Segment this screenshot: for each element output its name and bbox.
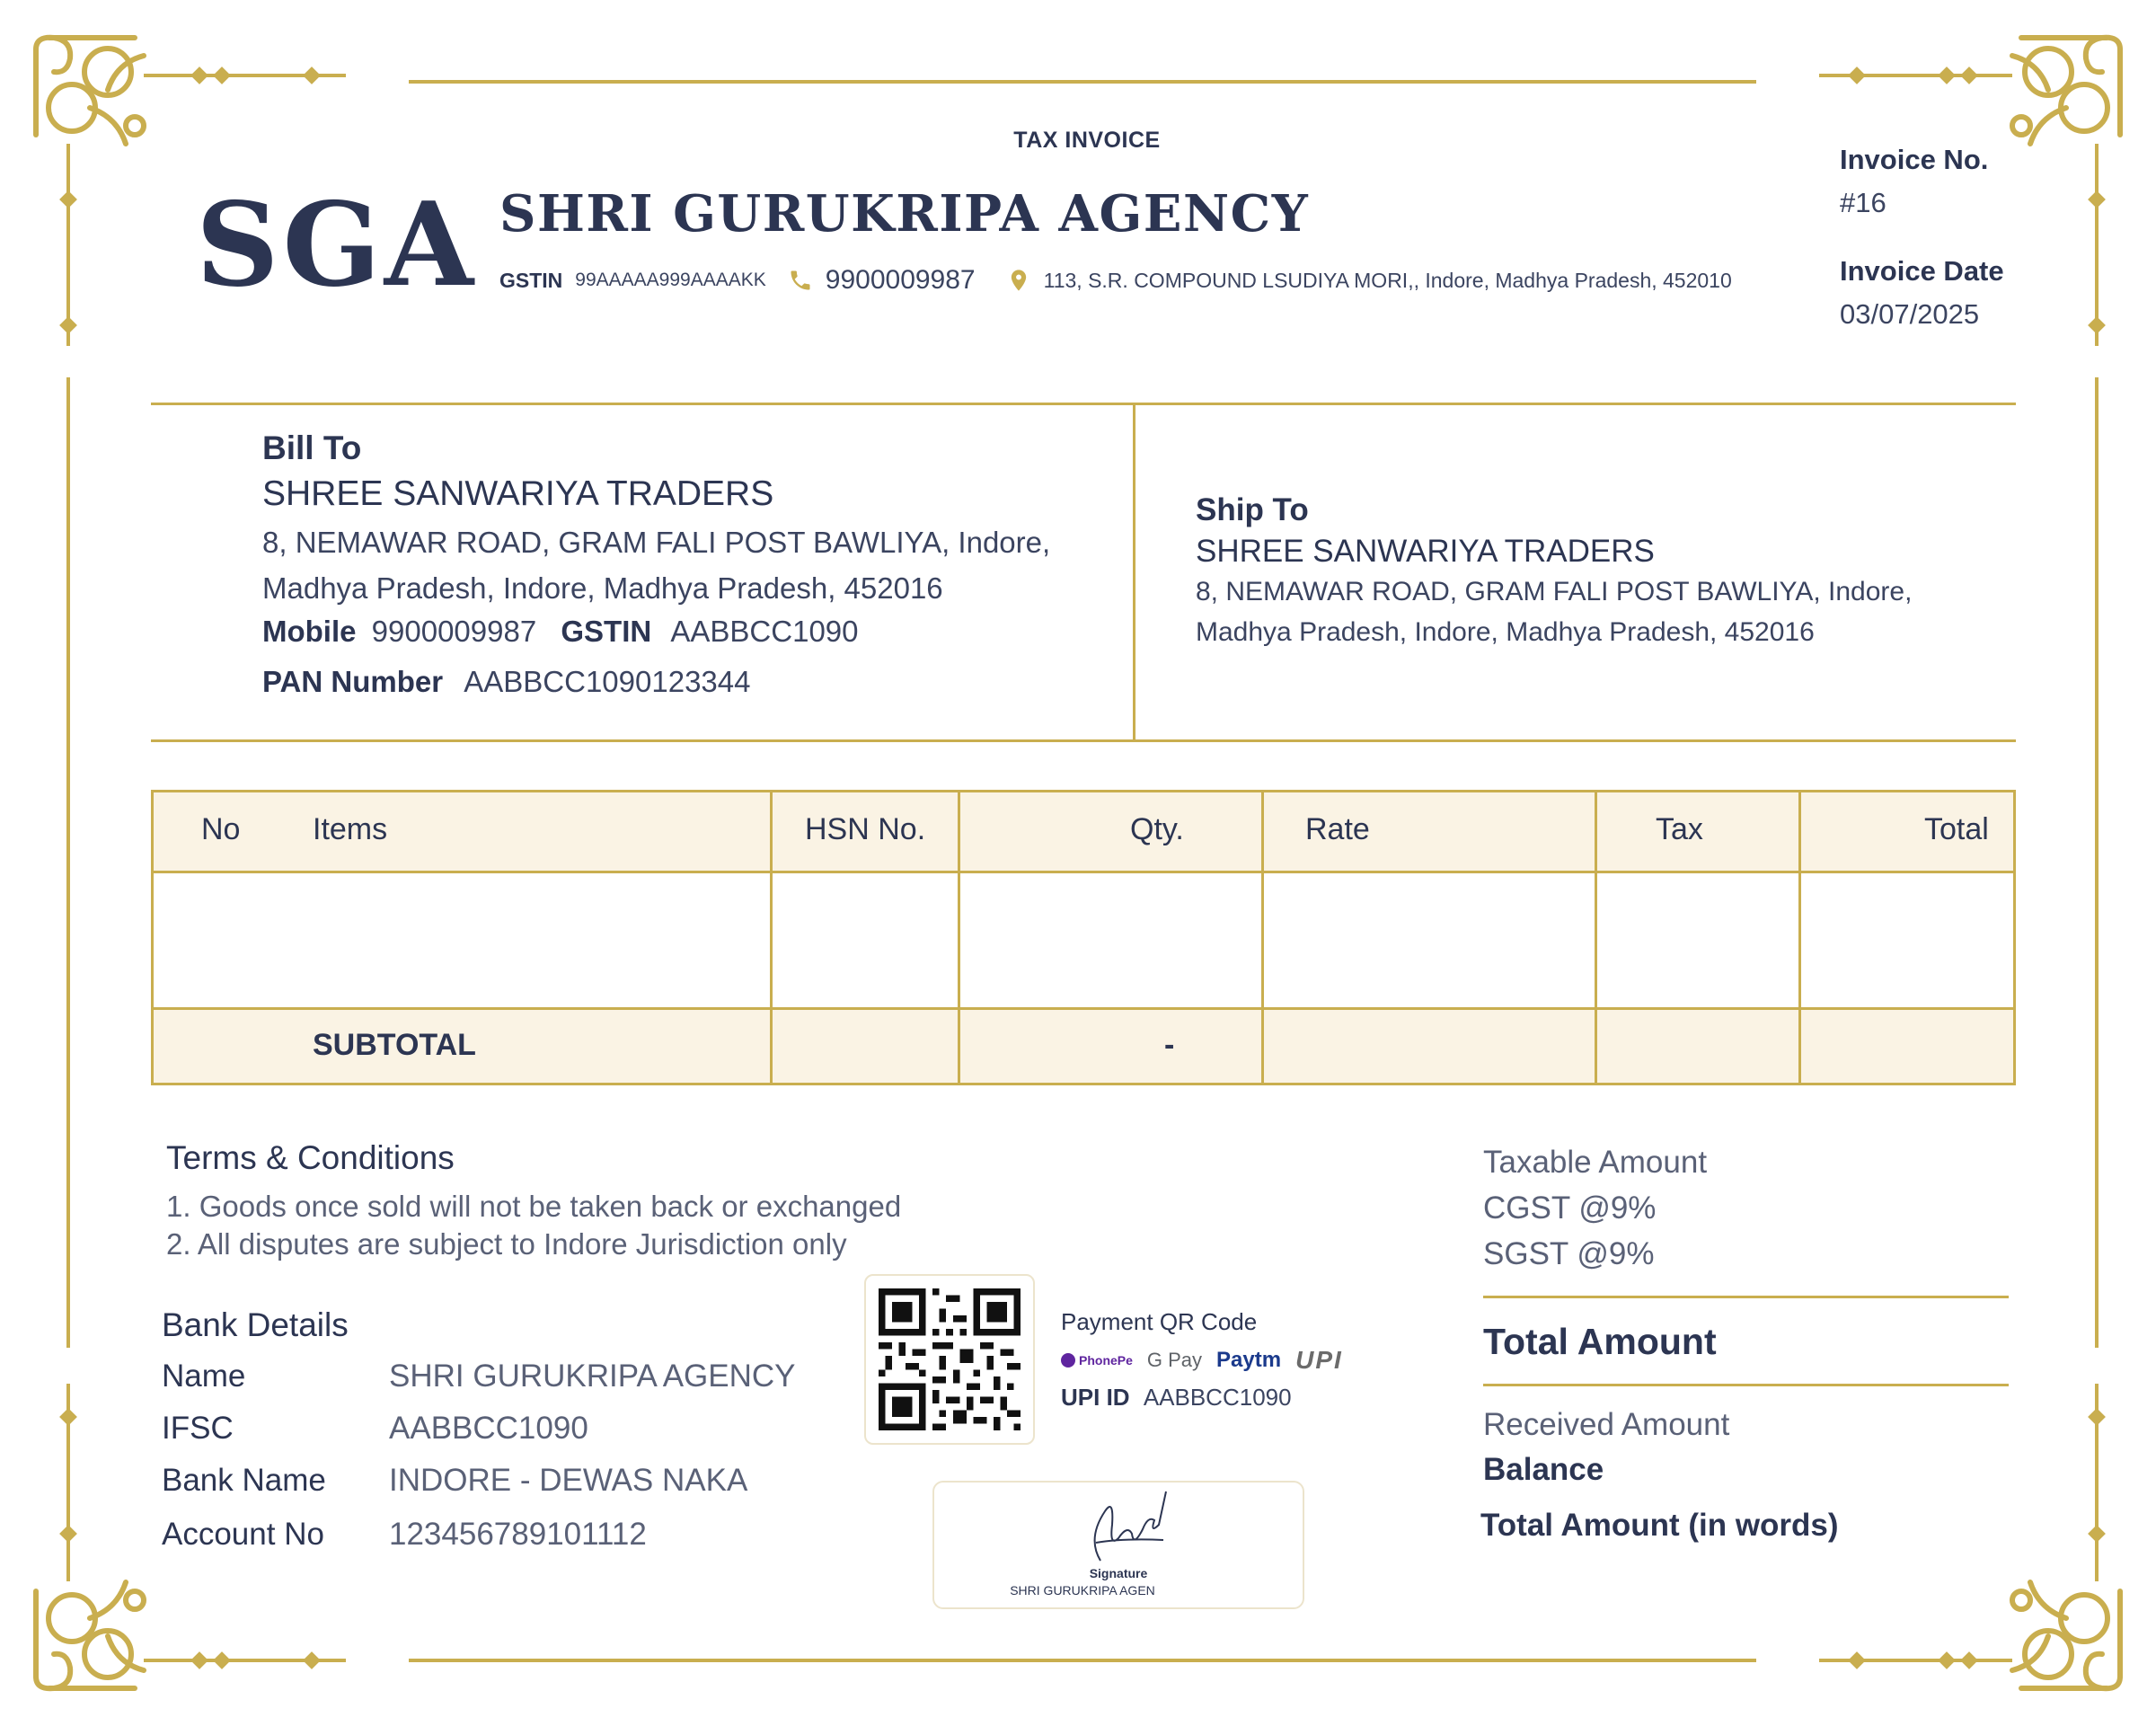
gpay-logo: G Pay	[1146, 1349, 1203, 1371]
divider	[1133, 404, 1135, 740]
ship-to-title: Ship To	[1196, 492, 1309, 527]
company-name: SHRI GURUKRIPA AGENCY	[499, 184, 1310, 243]
bank-value-ifsc: AABBCC1090	[389, 1411, 588, 1446]
gstin-label: GSTIN	[499, 268, 563, 292]
bill-to-pan	[262, 665, 751, 699]
phone-icon	[788, 268, 813, 293]
company-phone: 9900009987	[825, 265, 976, 295]
terms-title: Terms & Conditions	[166, 1139, 455, 1176]
col-header-total: Total	[1924, 812, 1989, 846]
summary-divider	[1483, 1384, 2009, 1386]
upi-id-row	[1061, 1384, 1292, 1412]
cgst-label: CGST @9%	[1483, 1190, 1657, 1226]
table-col-rule	[1798, 792, 1801, 1083]
company-logo: SGA	[196, 178, 478, 313]
bank-value-bank-name: INDORE - DEWAS NAKA	[389, 1463, 748, 1498]
phonepe-logo: PhonePe	[1061, 1353, 1133, 1368]
table-col-rule	[770, 792, 773, 1083]
payment-qr-title: Payment QR Code	[1061, 1308, 1258, 1335]
subtotal-label: SUBTOTAL	[313, 1028, 476, 1062]
bill-to-title: Bill To	[262, 429, 362, 466]
gstin-value: AABBCC1090	[670, 615, 859, 648]
terms-item: 1. Goods once sold will not be taken back or exchanged	[166, 1190, 902, 1223]
location-pin-icon	[1006, 268, 1031, 293]
bill-to-address: 8, NEMAWAR ROAD, GRAM FALI POST BAWLIYA, Indore, Madhya Pradesh, Indore, Madhya Pradesh, 452016	[262, 526, 1051, 605]
invoice-no-label: Invoice No.	[1840, 144, 1989, 175]
invoice-no-value: #16	[1840, 187, 1886, 218]
subtotal-qty: -	[1164, 1028, 1175, 1062]
invoice-date-label: Invoice Date	[1840, 255, 2004, 287]
document-title: TAX INVOICE	[1013, 128, 1161, 153]
table-col-rule	[1595, 792, 1597, 1083]
bill-to-contact	[262, 615, 859, 649]
invoice-date-value: 03/07/2025	[1840, 298, 1980, 330]
table-rule	[154, 871, 2013, 873]
total-words-label: Total Amount (in words)	[1480, 1508, 1839, 1543]
col-header-rate: Rate	[1305, 812, 1370, 846]
taxable-amount-label: Taxable Amount	[1483, 1145, 1708, 1180]
signature-name: SHRI GURUKRIPA AGEN	[1010, 1583, 1155, 1598]
bank-value-account-no: 123456789101112	[389, 1517, 647, 1552]
bill-to-name: SHREE SANWARIYA TRADERS	[262, 474, 774, 513]
gstin-label: GSTIN	[561, 615, 652, 648]
col-header-no: No	[201, 812, 241, 846]
table-col-rule	[1261, 792, 1264, 1083]
mobile-value: 9900009987	[371, 615, 537, 648]
pan-value: AABBCC1090123344	[464, 665, 751, 698]
col-header-items: Items	[313, 812, 388, 846]
summary-divider	[1483, 1296, 2009, 1298]
col-header-tax: Tax	[1656, 812, 1703, 846]
signature-label: Signature	[1089, 1566, 1148, 1580]
balance-label: Balance	[1483, 1452, 1604, 1487]
received-amount-label: Received Amount	[1483, 1407, 1730, 1442]
ship-to-address: 8, NEMAWAR ROAD, GRAM FALI POST BAWLIYA, Indore, Madhya Pradesh, Indore, Madhya Pradesh, 452016	[1196, 577, 1913, 647]
sgst-label: SGST @9%	[1483, 1236, 1655, 1271]
invoice-meta	[1840, 144, 2004, 331]
divider	[151, 403, 2016, 405]
table-col-rule	[958, 792, 960, 1083]
payment-apps	[1061, 1346, 1343, 1375]
upi-logo: UPI	[1295, 1346, 1343, 1374]
company-contact-row	[499, 262, 1732, 298]
signature-image	[1069, 1484, 1177, 1574]
terms-item: 2. All disputes are subject to Indore Jurisdiction only	[166, 1227, 847, 1261]
col-header-qty: Qty.	[1130, 812, 1184, 846]
ship-to-name: SHREE SANWARIYA TRADERS	[1196, 534, 1655, 569]
bank-label-name: Name	[162, 1359, 246, 1394]
gstin-value: 99AAAAA999AAAAKK	[575, 270, 766, 290]
mobile-label: Mobile	[262, 615, 357, 648]
bank-details-title: Bank Details	[162, 1306, 349, 1343]
divider	[151, 739, 2016, 742]
upi-id-value: AABBCC1090	[1143, 1384, 1292, 1411]
total-amount-label: Total Amount	[1483, 1321, 1717, 1362]
pan-label: PAN Number	[262, 665, 444, 698]
bank-label-bank-name: Bank Name	[162, 1463, 326, 1498]
col-header-hsn: HSN No.	[805, 812, 926, 846]
table-rule	[154, 1007, 2013, 1010]
bank-value-name: SHRI GURUKRIPA AGENCY	[389, 1359, 796, 1394]
paytm-logo: Paytm	[1216, 1348, 1282, 1372]
bank-label-account-no: Account No	[162, 1517, 324, 1552]
company-address: 113, S.R. COMPOUND LSUDIYA MORI,, Indore, Madhya Pradesh, 452010	[1043, 268, 1732, 292]
bank-label-ifsc: IFSC	[162, 1411, 234, 1446]
payment-qr-code[interactable]	[864, 1274, 1035, 1445]
upi-id-label: UPI ID	[1061, 1384, 1130, 1411]
